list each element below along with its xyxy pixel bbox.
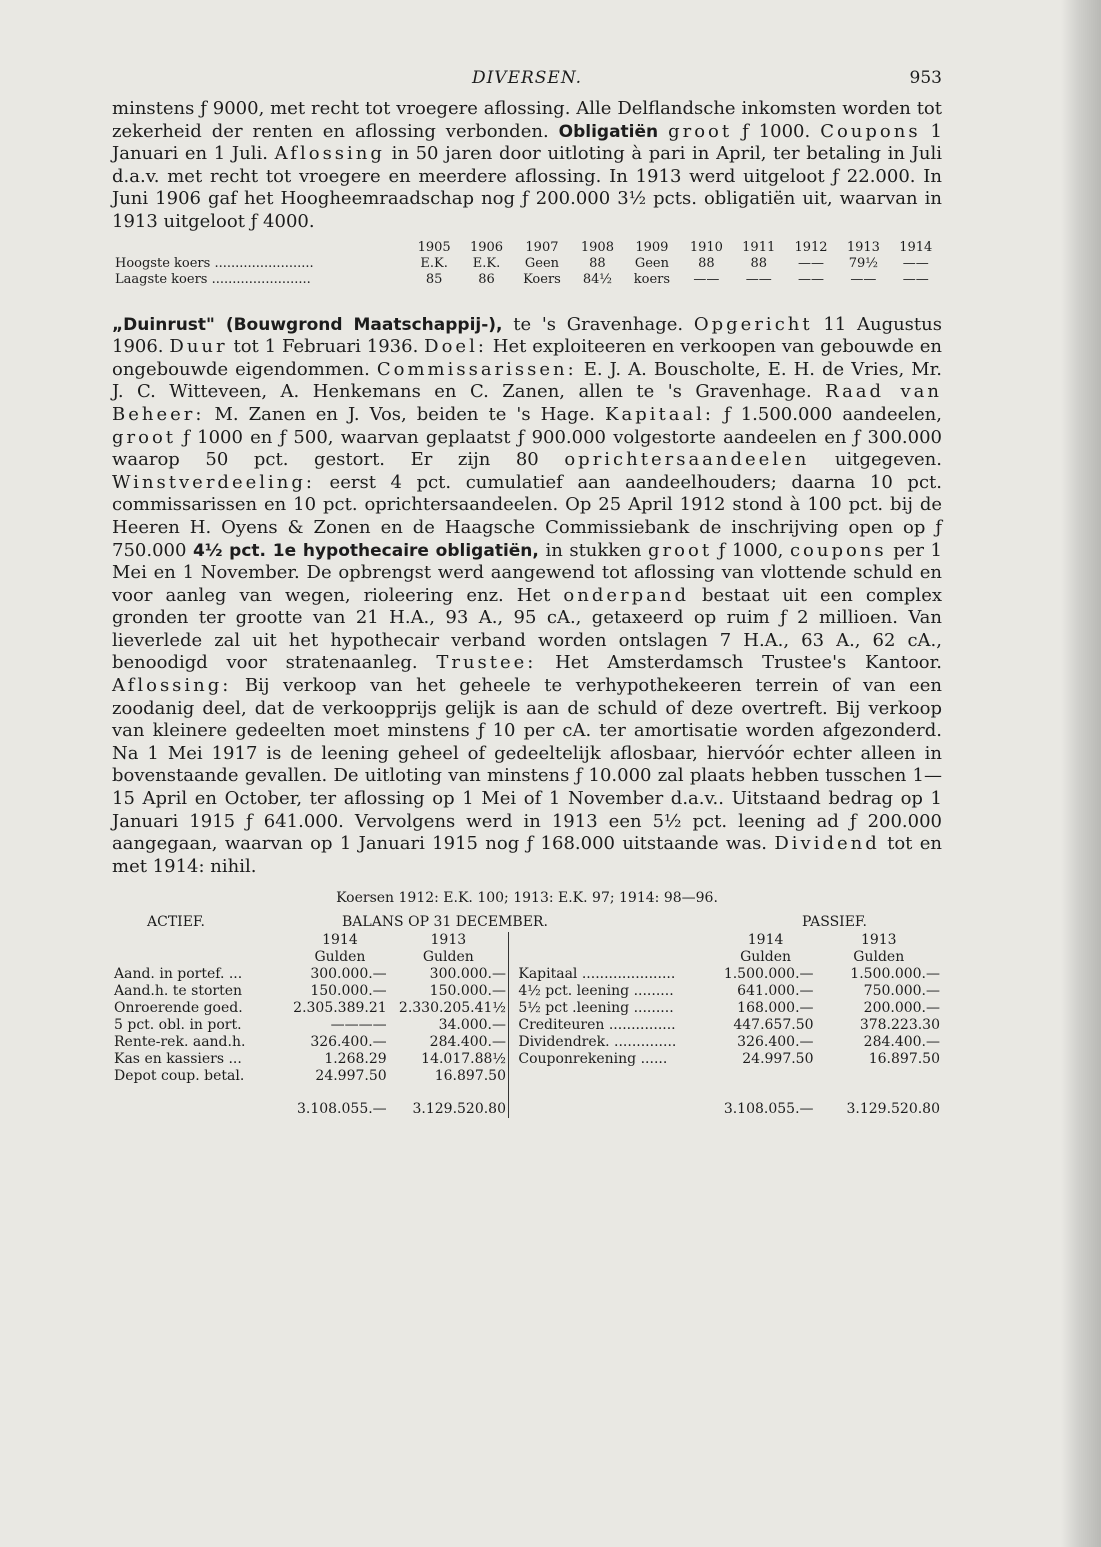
passief-1914 — [716, 1068, 816, 1085]
cell: 86 — [478, 271, 495, 287]
balance-row — [112, 1068, 942, 1085]
koers-row-laagste — [112, 272, 942, 288]
passief-1913: 284.400.— — [863, 1034, 940, 1051]
row-label: Laagste koers ........................ — [115, 271, 311, 287]
actief-1913: 16.897.50 — [434, 1068, 506, 1085]
spaced-term: groot — [668, 120, 733, 142]
actief-1914: 2.305.389.21 — [293, 1000, 387, 1017]
koers-table — [112, 240, 942, 288]
page-gutter-shadow — [1061, 0, 1101, 1547]
page-number: 953 — [909, 68, 942, 88]
koersen-line: Koersen 1912: E.K. 100; 1913: E.K. 97; 1914: 98—96. — [336, 890, 718, 907]
text: ƒ 1000, — [718, 539, 784, 561]
text: Het exploiteeren en verkoopen van gebouwde en ongebouwde eigendommen. — [112, 336, 942, 380]
actief-1914: 150.000.— — [310, 983, 387, 1000]
actief-label: ACTIEF. — [147, 914, 205, 931]
text: te 's Gravenhage. — [513, 313, 684, 335]
passief-label: Couponrekening ...... — [518, 1051, 668, 1068]
cell: —— — [850, 271, 877, 287]
spaced-term: Coupons — [820, 120, 921, 142]
actief-1914: 24.997.50 — [315, 1068, 387, 1085]
unit-gulden: Gulden — [422, 949, 474, 966]
company-name: „Duinrust" (Bouwgrond Maatschappij-), — [112, 314, 503, 335]
actief-1913: 2.330.205.41½ — [398, 1000, 506, 1017]
cell: —— — [798, 255, 825, 271]
year: 1908 — [580, 239, 614, 255]
unit-gulden: Gulden — [853, 949, 905, 966]
actief-1914: 1.268.29 — [324, 1051, 387, 1068]
passief-1913: 1.500.000.— — [850, 966, 940, 983]
balance-row — [112, 1017, 942, 1034]
text: 11 Augustus 1906. — [112, 313, 942, 358]
cell: E.K. — [420, 255, 448, 271]
actief-1913: 150.000.— — [429, 983, 506, 1000]
passief-1913: 750.000.— — [863, 983, 940, 1000]
cell: Geen — [524, 255, 560, 271]
book-page — [112, 68, 942, 1118]
text: 1 Januari en 1 Juli. — [112, 120, 942, 165]
spaced-term: groot — [648, 539, 713, 561]
cell: E.K. — [472, 255, 501, 271]
balance-title: BALANS OP 31 DECEMBER. — [342, 914, 548, 931]
running-head — [112, 68, 942, 98]
actief-1913: 34.000.— — [438, 1017, 506, 1034]
balance-row — [112, 983, 942, 1000]
text: Het Amsterdamsch Trustee's Kantoor. — [555, 652, 942, 674]
text: per 1 Mei en 1 November. De opbrengst werd aangewend tot aflossing van vlottende schuld en voor aanleg van wegen, rioleering enz. Het — [112, 539, 942, 606]
spaced-term: coupons — [789, 539, 887, 561]
text: bestaat uit een complex gronden ter grootte van 21 H.A., 93 A., 95 cA., getaxeerd op ruim ƒ 2 millioen. Van lieverlede zal uit het hypothecair verband worden ontslagen 7 H.A., 63 A., 62 cA., benoodigd voor stratenaanleg. — [112, 584, 942, 674]
cell: 88 — [589, 255, 606, 271]
passief-label — [516, 1068, 715, 1085]
spaced-term: oprichtersaandeelen — [564, 449, 810, 471]
year: 1911 — [742, 239, 776, 255]
balance-total-row — [112, 1085, 942, 1118]
passief-1913 — [816, 1068, 942, 1085]
cell: —— — [902, 271, 929, 287]
cell: 79½ — [848, 255, 878, 271]
actief-1914: 300.000.— — [310, 966, 387, 983]
paragraph-duinrust — [112, 314, 942, 879]
running-head-title: DIVERSEN. — [471, 68, 583, 88]
year: 1910 — [689, 239, 723, 255]
passief-1914: 1.500.000.— — [723, 966, 814, 983]
actief-label: Onroerende goed. — [114, 1000, 243, 1017]
col-year-1914: 1914 — [747, 932, 784, 949]
unit-gulden: Gulden — [740, 949, 792, 966]
year: 1905 — [417, 239, 451, 255]
text: ƒ 1.500.000 aandeelen, — [724, 403, 942, 425]
text: Bij verkoop van het geheele te verhypothekeeren terrein of van een zoodanig deel, dat de verkoopprijs gelijk is aan de schuld of deze overtreft. Bij verkoop van kleinere gedeelten moet minstens ƒ 10 per cA. ter amortisatie worden afgezonderd. Na 1 Mei 1917 is de leening geheel of gedeeltelijk aflosbaar, hiervóór echter alleen in bovenstaande gevallen. De uitloting van minstens ƒ 10.000 zal plaats hebben tusschen 1—15 April en October, ter aflossing op 1 Mei of 1 November d.a.v.. Uitstaand bedrag op 1 Januari 1915 ƒ 641.000. Vervolgens werd in 1913 een 5½ pct. leening ad ƒ 200.000 aangegaan, waarvan op 1 Januari 1915 nog ƒ 168.000 uitstaande was. — [112, 675, 942, 855]
actief-1913: 14.017.88½ — [421, 1051, 506, 1068]
spaced-term: Raad van Beheer: — [112, 381, 942, 425]
passief-1914: 447.657.50 — [733, 1017, 814, 1034]
balance-row — [112, 1051, 942, 1068]
actief-1914: ———— — [330, 1017, 387, 1034]
koers-row-hoogste — [112, 256, 942, 272]
balance-row — [112, 966, 942, 983]
cell: —— — [693, 271, 720, 287]
text: tot en met 1914: nihil. — [112, 833, 942, 877]
passief-label: Dividendrek. .............. — [518, 1034, 677, 1051]
balance-year-row — [112, 932, 942, 949]
spaced-term: Opgericht — [693, 313, 813, 335]
actief-label: Depot coup. betal. — [114, 1068, 245, 1085]
total-actief-1914: 3.108.055.— — [296, 1101, 387, 1118]
spaced-term: Trustee: — [436, 652, 537, 674]
cell: 88 — [750, 255, 767, 271]
passief-label: Kapitaal ..................... — [518, 966, 676, 983]
balance-row — [112, 1000, 942, 1017]
total-passief-1914: 3.108.055.— — [723, 1101, 814, 1118]
spaced-term: groot — [112, 426, 177, 448]
text: in stukken — [545, 539, 642, 561]
text: uitgegeven. — [834, 449, 942, 471]
balance-row — [112, 1034, 942, 1051]
cell: —— — [798, 271, 825, 287]
text: eerst 4 pct. cumulatief aan aandeelhouders; daarna 10 pct. commissarissen en 10 pct. oprichtersaandeelen. Op 25 April 1912 stond à 100 pct. bij de Heeren H. Oyens & Zonen en de Haagsche Commissiebank de inschrijving open op ƒ 750.000 — [112, 471, 942, 561]
actief-1913: 284.400.— — [429, 1034, 506, 1051]
spaced-term: Winstverdeeling: — [112, 471, 315, 493]
col-year-1914: 1914 — [322, 932, 358, 949]
heading-obligatien: Obligatiën — [558, 121, 659, 142]
spaced-term: Duur — [169, 336, 228, 358]
cell: —— — [745, 271, 772, 287]
passief-1914: 168.000.— — [737, 1000, 814, 1017]
section-gap — [112, 288, 942, 314]
actief-1914: 326.400.— — [310, 1034, 387, 1051]
total-passief-1913: 3.129.520.80 — [846, 1101, 940, 1118]
cell: Geen — [634, 255, 669, 271]
col-year-1913: 1913 — [430, 932, 467, 949]
balance-heading — [112, 914, 942, 932]
cell: 85 — [425, 271, 443, 287]
spaced-term: Aflossing — [274, 143, 385, 165]
text: tot 1 Februari 1936. — [233, 336, 419, 358]
passief-1913: 16.897.50 — [868, 1051, 940, 1068]
heading-hypothecaire: 4½ pct. 1e hypothecaire obligatiën, — [193, 540, 539, 561]
col-year-1913: 1913 — [860, 932, 897, 949]
year: 1913 — [846, 239, 880, 255]
year: 1906 — [469, 239, 504, 255]
year: 1909 — [635, 239, 669, 255]
passief-label: PASSIEF. — [802, 914, 867, 931]
text: ƒ 1000 en ƒ 500, waarvan geplaatst ƒ 900.000 volgestorte aandeelen en ƒ 300.000 waarop 50 pct. gestort. Er zijn 80 — [112, 426, 942, 471]
koers-year-row — [112, 240, 942, 256]
spaced-term: onderpand — [563, 584, 689, 606]
year: 1914 — [899, 239, 933, 255]
cell: —— — [902, 255, 929, 271]
passief-label: 5½ pct .leening ......... — [518, 1000, 674, 1017]
spaced-term: Aflossing: — [112, 675, 232, 697]
actief-1913: 300.000.— — [429, 966, 506, 983]
text: M. Zanen en J. Vos, beiden te 's Hage. — [214, 403, 595, 425]
paragraph-delfland — [112, 98, 942, 234]
passief-label: Crediteuren ............... — [518, 1017, 676, 1034]
actief-label: Kas en kassiers ... — [114, 1051, 242, 1068]
total-actief-1913: 3.129.520.80 — [412, 1101, 506, 1118]
passief-label: 4½ pct. leening ......... — [518, 983, 674, 1000]
passief-1914: 641.000.— — [737, 983, 814, 1000]
spaced-term: Kapitaal: — [605, 403, 714, 425]
spaced-term: Doel: — [424, 336, 487, 358]
actief-label: Aand.h. te storten — [114, 983, 243, 1000]
balance-table — [112, 932, 942, 1118]
actief-label: Rente-rek. aand.h. — [114, 1034, 246, 1051]
passief-1913: 200.000.— — [863, 1000, 940, 1017]
passief-1914: 326.400.— — [737, 1034, 814, 1051]
actief-label: 5 pct. obl. in port. — [114, 1017, 242, 1034]
balance-unit-row — [112, 949, 942, 966]
text: minstens ƒ 9000, met recht tot vroegere aflossing. Alle Delflandsche inkomsten worden tot zekerheid der renten en aflossing verbonden. — [112, 98, 942, 142]
year: 1907 — [525, 239, 559, 255]
passief-1913: 378.223.30 — [859, 1017, 940, 1034]
text: ƒ 1000. — [742, 120, 811, 142]
cell: Koers — [523, 271, 561, 287]
cell: 88 — [698, 255, 715, 271]
unit-gulden: Gulden — [314, 949, 366, 966]
spaced-term: Dividend — [774, 833, 880, 855]
cell: koers — [633, 271, 671, 287]
row-label: Hoogste koers ........................ — [115, 255, 314, 271]
text: E. J. A. Bouscholte, E. H. de Vries, Mr. J. C. Witteveen, A. Henkemans en C. Zanen, allen te 's Gravenhage. — [112, 358, 943, 403]
cell: 84½ — [582, 271, 612, 287]
spaced-term: Commissarissen: — [376, 358, 577, 380]
year: 1912 — [794, 239, 828, 255]
text: in 50 jaren door uitloting à pari in April, ter betaling in Juli d.a.v. met recht tot vroegere en meerdere aflossing. In 1913 werd uitgeloot ƒ 22.000. In Juni 1906 gaf het Hoogheemraadschap nog ƒ 200.000 3½ pcts. obligatiën uit, waarvan in 1913 uitgeloot ƒ 4000. — [112, 143, 942, 232]
koers-corner — [112, 240, 408, 256]
actief-label: Aand. in portef. ... — [114, 966, 243, 983]
passief-1914: 24.997.50 — [742, 1051, 814, 1068]
